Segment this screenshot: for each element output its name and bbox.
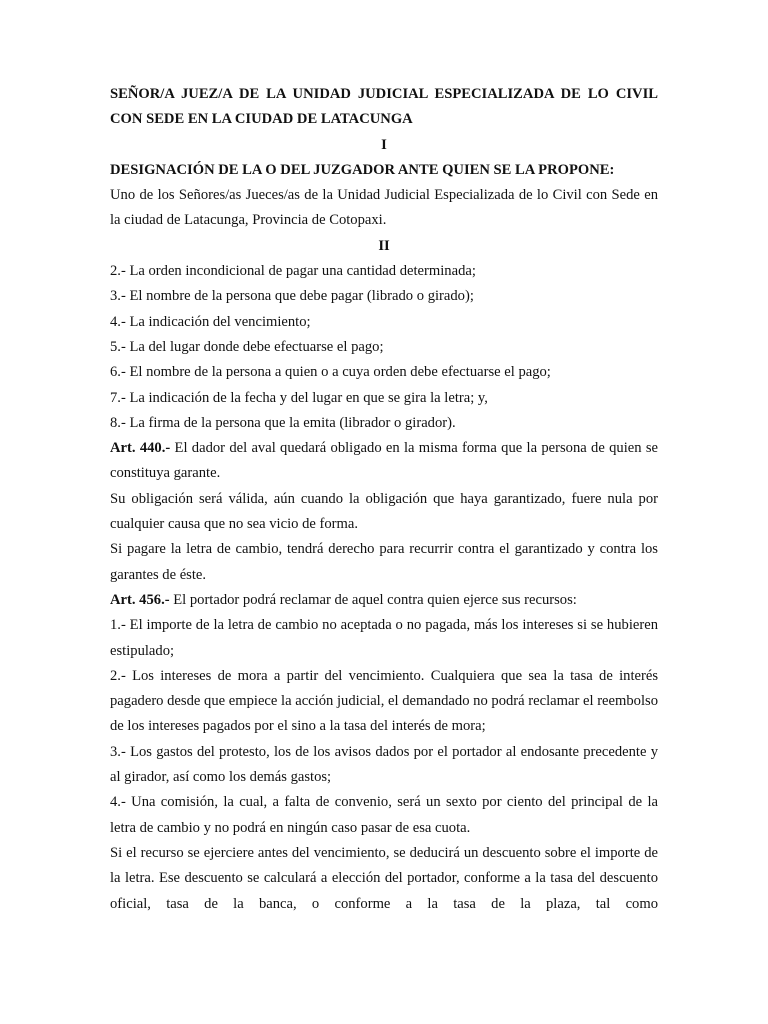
section-title: DESIGNACIÓN DE LA O DEL JUZGADOR ANTE QUIEN SE LA PROPONE: xyxy=(110,161,615,178)
section-numeral-ii: II xyxy=(378,237,390,254)
article-440-paragraph xyxy=(110,436,658,487)
article-456-paragraph xyxy=(110,588,658,613)
court-heading: SEÑOR/A JUEZ/A DE LA UNIDAD JUDICIAL ESPECIALIZADA DE LO CIVIL CON SEDE EN LA CIUDAD DE LATACUNGA xyxy=(110,86,658,128)
list-item: 2.- La orden incondicional de pagar una cantidad determinada; xyxy=(110,263,476,280)
article-456-label: Art. 456.- xyxy=(110,591,170,608)
article-440-paragraph-3: Si pagare la letra de cambio, tendrá derecho para recurrir contra el garantizado y contra los garantes de éste. xyxy=(110,541,658,583)
list-item: 8.- La firma de la persona que la emita (librador o girador). xyxy=(110,414,456,431)
list-item: 2.- Los intereses de mora a partir del vencimiento. Cualquiera que sea la tasa de interés pagadero desde que empiece la acción judicial, el demandado no podrá reclamar el reembolso de los intereses pagados por el sino a la tasa del interés de mora; xyxy=(110,667,658,735)
article-440-text: El dador del aval quedará obligado en la misma forma que la persona de quien se constituya garante. xyxy=(110,440,658,482)
section-body: Uno de los Señores/as Jueces/as de la Unidad Judicial Especializada de lo Civil con Sede en la ciudad de Latacunga, Provincia de Cotopaxi. xyxy=(110,187,658,229)
section-numeral-i: I xyxy=(381,136,387,153)
list-item: 7.- La indicación de la fecha y del lugar en que se gira la letra; y, xyxy=(110,389,488,406)
list-item: 3.- El nombre de la persona que debe pagar (librado o girado); xyxy=(110,288,474,305)
list-item: 1.- El importe de la letra de cambio no aceptada o no pagada, más los intereses si se hubieren estipulado; xyxy=(110,617,658,659)
article-440-paragraph-2: Su obligación será válida, aún cuando la obligación que haya garantizado, fuere nula por cualquier causa que no sea vicio de forma. xyxy=(110,490,658,533)
article-440-label: Art. 440.- xyxy=(110,440,171,457)
list-item: 6.- El nombre de la persona a quien o a cuya orden debe efectuarse el pago; xyxy=(110,364,551,381)
article-456-closing: Si el recurso se ejerciere antes del vencimiento, se deducirá un descuento sobre el importe de la letra. Ese descuento se calculará a elección del portador, conforme a la tasa del descuento oficial, tasa de la banca, o conforme a la tasa de la plaza, tal como xyxy=(110,844,658,912)
list-item: 4.- Una comisión, la cual, a falta de convenio, será un sexto por ciento del principal de la letra de cambio y no podrá en ningún caso pasar de esa cuota. xyxy=(110,794,658,836)
article-456-text: El portador podrá reclamar de aquel contra quien ejerce sus recursos: xyxy=(169,591,577,608)
list-item: 4.- La indicación del vencimiento; xyxy=(110,313,311,330)
list-item: 5.- La del lugar donde debe efectuarse el pago; xyxy=(110,338,384,355)
list-item: 3.- Los gastos del protesto, los de los avisos dados por el portador al endosante precedente y al girador, así como los demás gastos; xyxy=(110,743,658,786)
